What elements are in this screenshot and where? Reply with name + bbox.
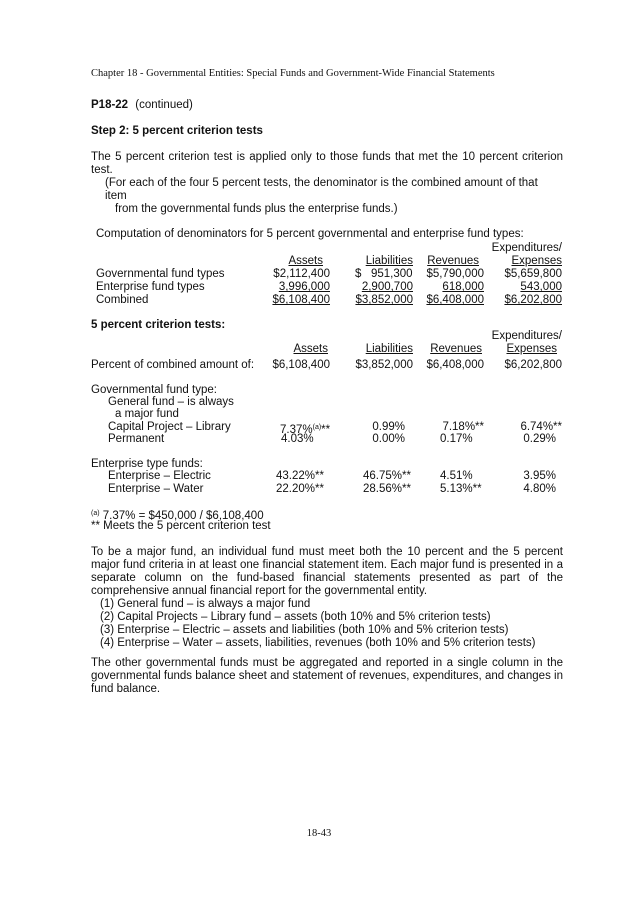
footnote-a-marker: (a) — [312, 424, 322, 431]
denom-row-label: Combined — [96, 294, 149, 306]
tests-cell: 0.00% — [372, 433, 405, 445]
denom-expend-top: Expenditures/ — [491, 242, 562, 254]
denom-cell: 543,000 — [520, 281, 562, 293]
tests-expend-top: Expenditures/ — [491, 330, 562, 342]
library-label: Capital Project – Library — [108, 421, 231, 433]
denom-cell: $5,659,800 — [504, 268, 562, 280]
tests-cell: 5.13%** — [440, 483, 482, 495]
tests-cell: 3.95% — [523, 470, 556, 482]
problem-label — [91, 99, 193, 112]
denom-cell: $6,202,800 — [504, 294, 562, 306]
tests-header-revenues: Revenues — [430, 343, 482, 355]
major-fund-list-item: (1) General fund – is always a major fund — [100, 598, 311, 610]
major-fund-list-item: (4) Enterprise – Water – assets, liabilities, revenues (both 10% and 5% criterion tests) — [100, 637, 536, 649]
denom-cell: $6,408,000 — [426, 294, 484, 306]
tests-cell: 6.74%** — [520, 421, 562, 433]
tests-header-expenses: Expenses — [506, 343, 557, 355]
intro-line-3: item — [105, 190, 127, 202]
electric-label: Enterprise – Electric — [108, 470, 211, 482]
denom-header-assets: Assets — [288, 255, 323, 267]
tests-header-assets: Assets — [293, 343, 328, 355]
enterprise-type-label: Enterprise type funds: — [91, 458, 203, 470]
tests-cell: $3,852,000 — [355, 359, 413, 371]
denom-row-label: Governmental fund types — [96, 268, 225, 280]
tests-cell: 4.80% — [523, 483, 556, 495]
intro-line-2: (For each of the four 5 percent tests, the denominator is the combined amount of that — [105, 177, 538, 189]
library-assets-value: 7.37% — [280, 424, 313, 436]
denom-cell: 618,000 — [442, 281, 484, 293]
running-header: Chapter 18 - Governmental Entities: Special Funds and Government-Wide Financial Statements — [91, 68, 495, 79]
tests-cell: 0.29% — [523, 433, 556, 445]
tests-cell: 43.22%** — [276, 470, 324, 482]
footnote-criterion: ** Meets the 5 percent criterion test — [91, 520, 271, 532]
tests-cell: 0.99% — [372, 421, 405, 433]
major-fund-list-item: (2) Capital Projects – Library fund – assets (both 10% and 5% criterion tests) — [100, 611, 491, 623]
denom-header-revenues: Revenues — [427, 255, 479, 267]
problem-suffix: (continued) — [135, 99, 193, 111]
tests-cell: $6,202,800 — [504, 359, 562, 371]
tests-cell: 0.17% — [440, 433, 473, 445]
tests-cell: $6,108,400 — [272, 359, 330, 371]
tests-cell: 4.51% — [440, 470, 473, 482]
tests-cell: 28.56%** — [363, 483, 411, 495]
denom-cell: 3,996,000 — [278, 281, 330, 293]
intro-paragraph: The 5 percent criterion test is applied only to those funds that met the 10 percent criterion test. — [91, 151, 563, 176]
tests-cell: 22.20%** — [276, 483, 324, 495]
denom-cell: $2,112,400 — [273, 268, 330, 280]
combined-label: Percent of combined amount of: — [91, 359, 255, 371]
tests-cell: $6,408,000 — [426, 359, 484, 371]
step-title: Step 2: 5 percent criterion tests — [91, 125, 263, 137]
denom-header-liabilities: Liabilities — [365, 255, 413, 267]
general-fund-line-1: General fund – is always — [108, 396, 234, 408]
denom-header-expenses: Expenses — [511, 255, 562, 267]
general-fund-line-2: a major fund — [115, 408, 179, 420]
footnote-a-marker: (a) — [91, 510, 100, 517]
water-label: Enterprise – Water — [108, 483, 204, 495]
denom-row-label: Enterprise fund types — [96, 281, 205, 293]
tests-cell: 46.75%** — [363, 470, 411, 482]
major-fund-list-item: (3) Enterprise – Electric – assets and liabilities (both 10% and 5% criterion tests) — [100, 624, 509, 636]
page-number: 18-43 — [306, 828, 332, 839]
problem-number: P18-22 — [91, 99, 129, 111]
intro-line-4: from the governmental funds plus the enterprise funds.) — [115, 203, 398, 215]
denominators-title: Computation of denominators for 5 percent governmental and enterprise fund types: — [96, 228, 524, 240]
tests-title: 5 percent criterion tests: — [91, 319, 226, 331]
denom-cell: $5,790,000 — [426, 268, 484, 280]
permanent-label: Permanent — [108, 433, 165, 445]
major-fund-paragraph: To be a major fund, an individual fund must meet both the 10 percent and the 5 percent major fund criteria in at least one financial statement item. Each major fund is presented in a separate column on the fund-based financial statements presented as part of the comprehensive annual financial report for the governmental entity. — [91, 546, 563, 597]
tests-header-liabilities: Liabilities — [365, 343, 413, 355]
other-funds-paragraph: The other governmental funds must be aggregated and reported in a single column in the governmental funds balance sheet and statement of revenues, expenditures, and changes in fund balance. — [91, 657, 563, 695]
tests-cell: 4.03% — [281, 433, 314, 445]
denom-cell: $ 951,300 — [355, 268, 413, 280]
gov-type-label: Governmental fund type: — [91, 384, 217, 396]
denom-cell: $3,852,000 — [355, 294, 413, 306]
criterion-marker: ** — [321, 424, 331, 436]
tests-cell: 7.18%** — [442, 421, 484, 433]
denom-cell: 2,900,700 — [361, 281, 413, 293]
footnote-a-text: 7.37% = $450,000 / $6,108,400 — [102, 510, 264, 522]
denom-cell: $6,108,400 — [272, 294, 330, 306]
